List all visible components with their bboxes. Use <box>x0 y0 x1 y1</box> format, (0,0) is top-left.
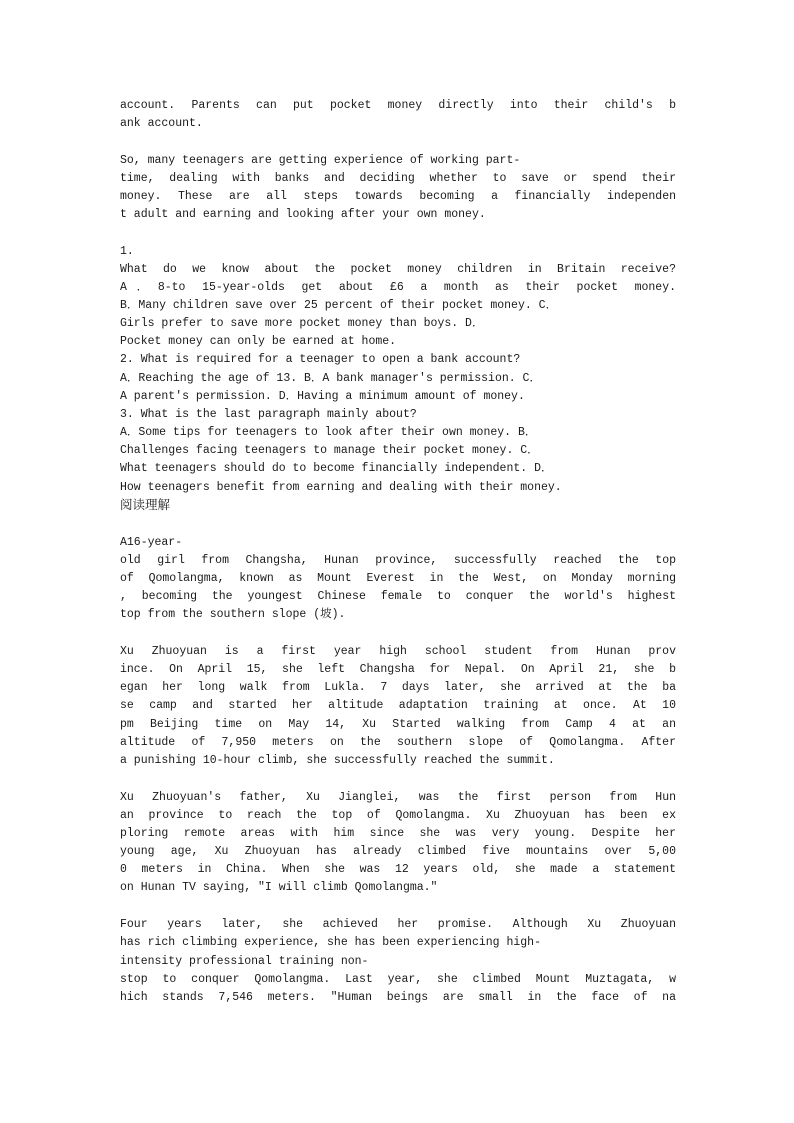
text-line: an province to reach the top of Qomolangma. Xu Zhuoyuan has been ex <box>120 809 676 822</box>
text-line: of Qomolangma, known as Mount Everest in the West, on Monday morning <box>120 572 676 585</box>
text-line: pm Beijing time on May 14, Xu Started walking from Camp 4 at an <box>120 718 676 731</box>
text-line: ank account. <box>120 117 203 130</box>
text-line: Xu Zhuoyuan is a first year high school student from Hunan prov <box>120 645 676 658</box>
text-line: a punishing 10-hour climb, she successfully reached the summit. <box>120 754 555 767</box>
text-line: has rich climbing experience, she has been experiencing high- <box>120 936 541 949</box>
question-text: 3. What is the last paragraph mainly about? <box>120 408 417 421</box>
option-line: Pocket money can only be earned at home. <box>120 335 397 348</box>
option-line: Challenges facing teenagers to manage their pocket money. C． <box>120 444 539 457</box>
option-line: Girls prefer to save more pocket money than boys. D． <box>120 317 484 330</box>
option-line: How teenagers benefit from earning and dealing with their money. <box>120 481 562 494</box>
text-line: t adult and earning and looking after your own money. <box>120 208 486 221</box>
text-line: intensity professional training non- <box>120 955 369 968</box>
option-line: A parent's permission. D．Having a minimum amount of money. <box>120 390 525 403</box>
question-text: What do we know about the pocket money children in Britain receive? <box>120 263 676 276</box>
text-line: hich stands 7,546 meters. "Human beings are small in the face of na <box>120 991 676 1004</box>
text-line: altitude of 7,950 meters on the southern slope of Qomolangma. After <box>120 736 676 749</box>
option-line: B．Many children save over 25 percent of their pocket money. C． <box>120 299 558 312</box>
text-line: se camp and started her altitude adaptation training at once. At 10 <box>120 699 676 712</box>
text-line: ince. On April 15, she left Changsha for Nepal. On April 21, she b <box>120 663 676 676</box>
option-line: What teenagers should do to become financially independent. D． <box>120 462 553 475</box>
text-line: on Hunan TV saying, "I will climb Qomolangma." <box>120 881 438 894</box>
option-line: A．8-to 15-year-olds get about £6 a month as their pocket money. <box>120 281 676 294</box>
text-line: A16-year- <box>120 536 183 549</box>
text-line: top from the southern slope (坡). <box>120 608 346 621</box>
text-line: 0 meters in China. When she was 12 years old, she made a statement <box>120 863 676 876</box>
text-line: account. Parents can put pocket money directly into their child's b <box>120 99 676 112</box>
text-line: stop to conquer Qomolangma. Last year, she climbed Mount Muztagata, w <box>120 973 676 986</box>
text-line: So, many teenagers are getting experience of working part- <box>120 154 521 167</box>
text-line: Xu Zhuoyuan's father, Xu Jianglei, was the first person from Hun <box>120 791 676 804</box>
question-number: 1. <box>120 245 134 258</box>
section-heading: 阅读理解 <box>120 497 171 512</box>
text-line: Four years later, she achieved her promise. Although Xu Zhuoyuan <box>120 918 676 931</box>
question-text: 2. What is required for a teenager to open a bank account? <box>120 353 521 366</box>
text-line: , becoming the youngest Chinese female to conquer the world's highest <box>120 590 676 603</box>
option-line: A．Reaching the age of 13. B．A bank manager's permission. C． <box>120 372 541 385</box>
option-line: A．Some tips for teenagers to look after their own money. B． <box>120 426 537 439</box>
text-line: old girl from Changsha, Hunan province, successfully reached the top <box>120 554 676 567</box>
text-line: egan her long walk from Lukla. 7 days later, she arrived at the ba <box>120 681 676 694</box>
text-line: young age, Xu Zhuoyuan has already climbed five mountains over 5,00 <box>120 845 676 858</box>
text-line: money. These are all steps towards becoming a financially independen <box>120 190 676 203</box>
text-line: time, dealing with banks and deciding whether to save or spend their <box>120 172 676 185</box>
text-line: ploring remote areas with him since she was very young. Despite her <box>120 827 676 840</box>
